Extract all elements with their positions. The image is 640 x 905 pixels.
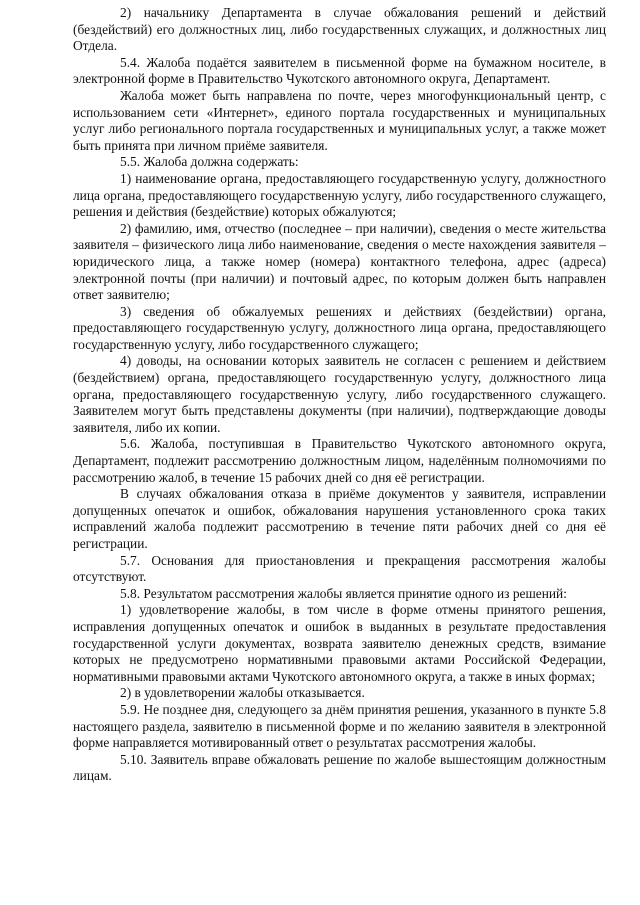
paragraph-5-8-item-2: 2) в удовлетворении жалобы отказывается.: [120, 685, 365, 701]
paragraph-5-9: 5.9. Не позднее дня, следующего за днём принятия решения, указанного в пункте 5.8 настоящего раздела, заявителю в письменной форме и по желанию заявителя в электронной форме направляется мотивированный ответ о результатах рассмотрения жалобы.: [73, 701, 606, 751]
paragraph-5-6-refusal-cases: В случаях обжалования отказа в приёме документов у заявителя, исправлении допущенных опечаток и ошибок, обжалования нарушения установленного срока таких исправлений жалоба подлежит рассмотрению в течение пяти рабочих дней со дня её регистрации.: [73, 486, 606, 551]
paragraph-item-2-department-head: 2) начальнику Департамента в случае обжалования решений и действий (бездействий) его должностных лиц, либо государственных служащих, и должностных лиц Отдела.: [73, 5, 606, 54]
paragraph-5-4-delivery: Жалоба может быть направлена по почте, через многофункциональный центр, с использованием сети «Интернет», единого портала государственных и муниципальных услуг либо регионального портала государственных и муниципальных услуг, а также может быть принята при личном приёме заявителя.: [73, 87, 606, 153]
paragraph-5-4: 5.4. Жалоба подаётся заявителем в письменной форме на бумажном носителе, в электронной форме в Правительство Чукотского автономного округа, Департамент.: [73, 54, 606, 87]
paragraph-5-6: 5.6. Жалоба, поступившая в Правительство Чукотского автономного округа, Департамент, подлежит рассмотрению должностным лицом, наделённым полномочиями по рассмотрению жалоб, в течение 15 рабочих дней со дня её регистрации.: [73, 436, 606, 485]
paragraph-5-5-item-1: 1) наименование органа, предоставляющего государственную услугу, должностного лица органа, предоставляющего государственную услугу, либо государственного служащего, решения и действия (бездействие) которых обжалуются;: [73, 170, 606, 220]
document-body: [73, 5, 606, 785]
paragraph-5-8: 5.8. Результатом рассмотрения жалобы является принятие одного из решений:: [120, 585, 567, 601]
paragraph-5-5-item-3: 3) сведения об обжалуемых решениях и действиях (бездействии) органа, предоставляющего государственную услугу, должностного лица органа, предоставляющего государственную услугу, либо государственного служащего;: [73, 303, 606, 352]
paragraph-5-5-item-2: 2) фамилию, имя, отчество (последнее – при наличии), сведения о месте жительства заявителя – физического лица либо наименование, сведения о месте нахождения заявителя – юридического лица, а также номер (номера) контактного телефона, адрес (адреса) электронной почты (при наличии) и почтовый адрес, по которым должен быть направлен ответ заявителю;: [73, 220, 606, 303]
paragraph-5-5-item-4: 4) доводы, на основании которых заявитель не согласен с решением и действием (бездействием) органа, предоставляющего государственную услугу, должностного лица органа, предоставляющего государственную услугу, либо государственного служащего. Заявителем могут быть представлены документы (при наличии), подтверждающие доводы заявителя, либо их копии.: [73, 353, 606, 435]
paragraph-5-10: 5.10. Заявитель вправе обжаловать решение по жалобе вышестоящим должностным лицам.: [73, 751, 606, 784]
paragraph-5-8-item-1: 1) удовлетворение жалобы, в том числе в форме отмены принятого решения, исправления допущенных опечаток и ошибок в выданных в результате предоставления государственной услуги документах, возврата заявителю денежных средств, взимание которых не предусмотрено нормативными правовыми актами Российской Федерации, нормативными правовыми актами Чукотского автономного округа, а также в иных формах;: [73, 602, 606, 684]
paragraph-5-5: 5.5. Жалоба должна содержать:: [120, 154, 299, 170]
paragraph-5-7: 5.7. Основания для приостановления и прекращения рассмотрения жалобы отсутствуют.: [73, 552, 606, 585]
